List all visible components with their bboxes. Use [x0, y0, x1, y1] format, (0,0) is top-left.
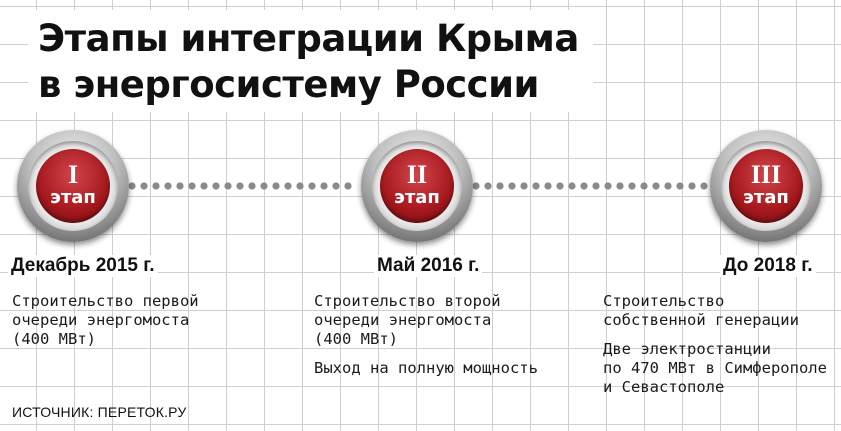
- connector-dot: [248, 182, 255, 189]
- stage-3-date: До 2018 г.: [720, 255, 816, 277]
- connector-dot: [628, 182, 635, 189]
- connector-dot: [164, 182, 171, 189]
- connector-dot: [676, 182, 683, 189]
- connector-dot: [472, 182, 479, 189]
- connector-dot: [140, 182, 147, 189]
- connector-dot: [188, 182, 195, 189]
- connector-dot: [508, 182, 515, 189]
- stage-1-badge: [17, 130, 129, 242]
- stage-2-description: [314, 292, 538, 388]
- stage-1-date: Декабрь 2015 г.: [8, 255, 158, 277]
- page-title-line-1: Этапы интеграции Крыма: [38, 17, 579, 60]
- connector-dot: [664, 182, 671, 189]
- connector-dot: [152, 182, 159, 189]
- connector-dot: [344, 182, 351, 189]
- connector-dot: [296, 182, 303, 189]
- page-title-line-2: в энергосистему России: [38, 63, 539, 106]
- stage-2-word: этап: [394, 187, 440, 208]
- stage-1-word: этап: [50, 187, 96, 208]
- stage-2-desc-item: Выход на полную мощность: [314, 359, 538, 377]
- stage-3-badge-ring: [721, 141, 811, 231]
- connector-dot: [484, 182, 491, 189]
- stage-1-badge-ring: [28, 141, 118, 231]
- stage-2-date: Май 2016 г.: [374, 255, 482, 277]
- stage-3-desc-item: Две электростанции по 470 МВт в Симферополе и Севастополе: [603, 340, 827, 396]
- stage-2-badge: [361, 130, 473, 242]
- connector-dot: [332, 182, 339, 189]
- connector-dot: [556, 182, 563, 189]
- connector-dot: [260, 182, 267, 189]
- stage-3-desc-item: Строительство собственной генерации: [603, 292, 799, 329]
- stage-1-number: I: [67, 160, 79, 189]
- source-credit: ИСТОЧНИК: ПЕРЕТОК.РУ: [12, 404, 187, 420]
- stage-1-description: [12, 292, 199, 359]
- connector-dot: [284, 182, 291, 189]
- stage-2-badge-ring: [372, 141, 462, 231]
- stage-3-badge-core: [729, 149, 803, 223]
- connector-dot: [688, 182, 695, 189]
- connector-dot: [176, 182, 183, 189]
- connector-dot: [568, 182, 575, 189]
- stage-3-description: [603, 292, 827, 407]
- connector-dot: [592, 182, 599, 189]
- connector-dot: [580, 182, 587, 189]
- connector-dot: [128, 182, 135, 189]
- connector-dot: [520, 182, 527, 189]
- stage-2-desc-item: Строительство второй очереди энергомоста (400 МВт): [314, 292, 501, 348]
- connector-dot: [652, 182, 659, 189]
- connector-dot: [224, 182, 231, 189]
- connector-dot: [640, 182, 647, 189]
- connector-dot: [700, 182, 707, 189]
- connector-dot: [532, 182, 539, 189]
- stage-2-badge-core: [380, 149, 454, 223]
- connector-dot: [308, 182, 315, 189]
- stage-2-number: II: [406, 160, 428, 189]
- stage-3-number: III: [750, 160, 782, 189]
- connector-dot: [544, 182, 551, 189]
- connector-dot: [496, 182, 503, 189]
- stage-3-word: этап: [743, 187, 789, 208]
- connector-dot: [272, 182, 279, 189]
- connector-dot: [236, 182, 243, 189]
- stage-1-desc-item: Строительство первой очереди энергомоста (400 МВт): [12, 292, 199, 348]
- connector-dot: [212, 182, 219, 189]
- connector-dot: [604, 182, 611, 189]
- connector-dot: [320, 182, 327, 189]
- stage-1-badge-core: [36, 149, 110, 223]
- connector-dot: [616, 182, 623, 189]
- connector-dot: [200, 182, 207, 189]
- stage-3-badge: [710, 130, 822, 242]
